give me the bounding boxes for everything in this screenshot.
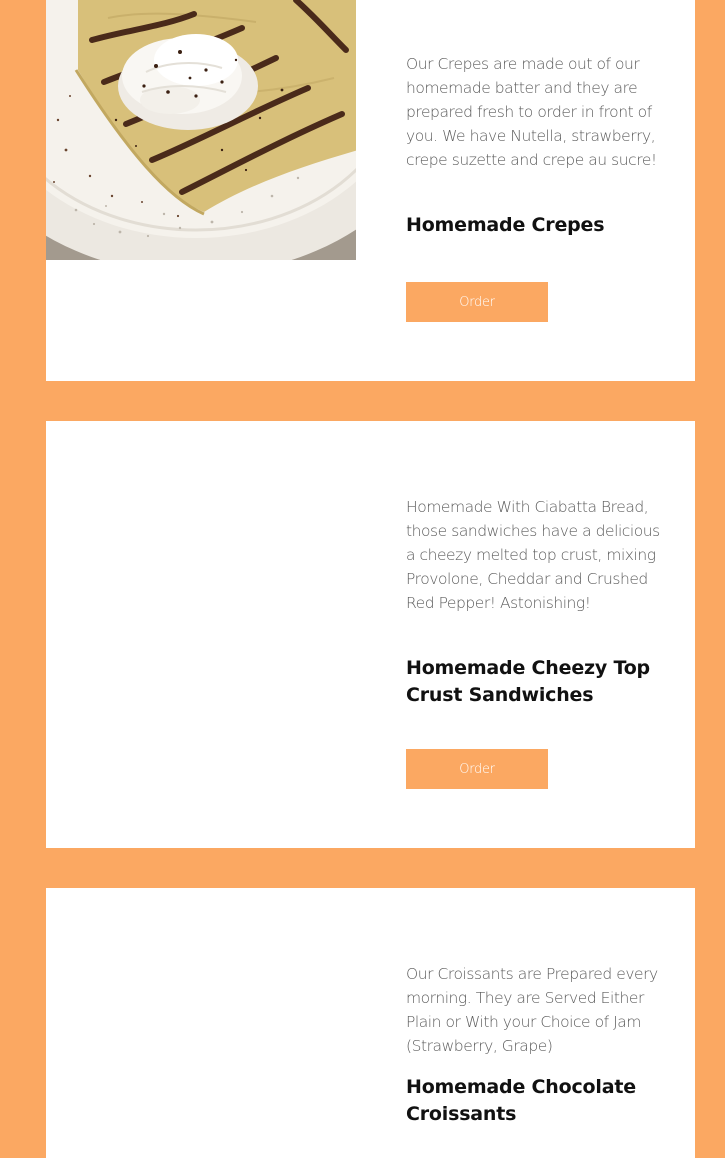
item-description: Our Crepes are made out of our homemade batter and they are prepared fresh to order in front of you. We have Nutella, strawberry, crepe suzette and crepe au sucre! xyxy=(406,55,657,169)
item-description: Our Croissants are Prepared every morning. They are Served Either Plain or With your Choice of Jam (Strawberry, Grape) xyxy=(406,965,658,1055)
item-title: Homemade Crepes xyxy=(406,214,605,236)
crepe-photo xyxy=(46,0,356,260)
item-title: Homemade Chocolate Croissants xyxy=(406,1076,636,1125)
item-title: Homemade Cheezy Top Crust Sandwiches xyxy=(406,657,650,706)
menu-item-card-crepes xyxy=(46,0,695,381)
menu-item-card-sandwiches xyxy=(46,421,695,848)
order-button[interactable]: Order xyxy=(406,749,548,789)
menu-item-card-croissants xyxy=(46,888,695,1158)
order-button[interactable]: Order xyxy=(406,282,548,322)
item-description: Homemade With Ciabatta Bread, those sandwiches have a delicious a cheezy melted top crust, mixing Provolone, Cheddar and Crushed Red Pepper! Astonishing! xyxy=(406,498,660,612)
